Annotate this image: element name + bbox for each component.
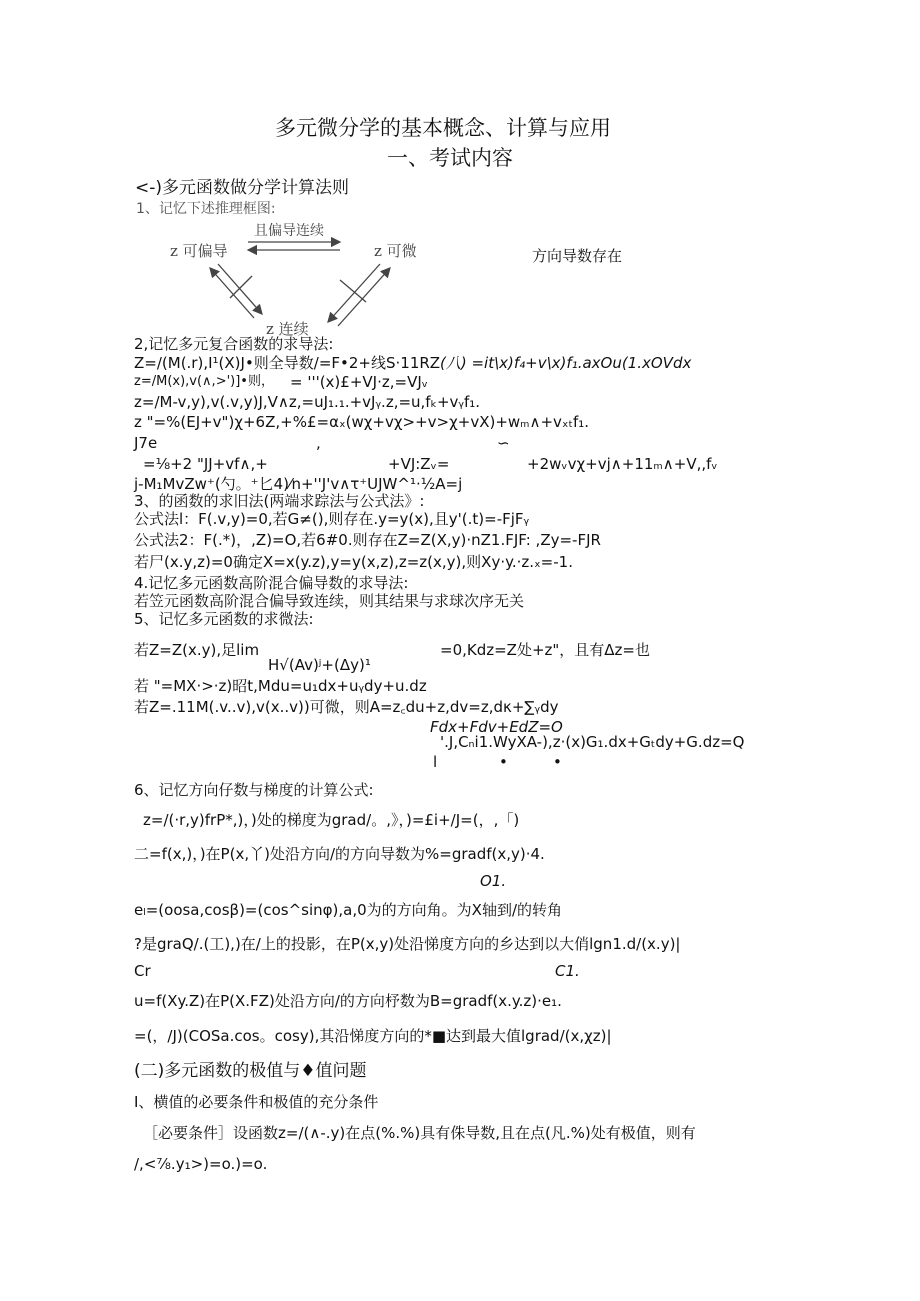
text-line: 若Z=Z(x.y),足lim xyxy=(134,641,260,659)
text-line: J7e xyxy=(134,434,158,452)
subsection-heading-2: (二)多元函数的极值与♦值问题 xyxy=(134,1061,367,1081)
text-line: 若Z=.11M(.v..v),v(x..v))可微，则A=z꜀du+z,dv=z,dκ+∑ᵧdy xyxy=(134,698,559,716)
text-line: 公式法l：F(.v,y)=0,若G≠(),则存在.y=y(x),且y'(.t)=-FjFᵧ xyxy=(134,510,530,528)
item-heading: 1、记忆下述推理框图: xyxy=(136,201,276,217)
text-line: (八) =it\x)f₄+v\x)f₁.axOu(1.xOVdx xyxy=(440,354,692,372)
subsection-heading: <-)多元函数做分学计算法则 xyxy=(135,178,350,198)
text-line: l xyxy=(433,753,438,771)
text-line: z=/(·r,y)frP*,)，)处的梯度为grad/。,》，)=£i+/J=(，,「) xyxy=(143,811,520,829)
text-line: =⅛+2 "JJ+vf∧,+ xyxy=(143,455,268,473)
text-line: +2wᵥvχ+vj∧+11ₘ∧+V,,fᵥ xyxy=(527,455,718,473)
text-line: =0,Kdz=Z处+z"，且有Δz=也 xyxy=(440,641,651,659)
text-line: 公式法2：F(.*)，,Z)=O,若6#0.则存在Z=Z(X,y)·nZ1.FJF: ,Zy=-FJR xyxy=(134,531,601,549)
negation-bar-left xyxy=(230,276,252,298)
text-line: '.J,Cₙi1.WyXA-),z·(x)G₁.dx+Gₜdy+G.dz=Q xyxy=(440,733,745,751)
diagram-node-cont: z 连续 xyxy=(266,320,309,338)
arrow-partial-to-cont xyxy=(218,264,262,314)
text-line: +VJ:Zᵥ= xyxy=(388,455,450,473)
text-line: 若尸(x.y,z)=0确定X=x(y.z),y=y(x,z),z=z(x,y),则Xy·y.·z.ₓ=-1. xyxy=(134,553,573,571)
diagram-arrow-label: 且偏导连续 xyxy=(254,223,324,239)
text-line: 4.记忆多元函数高阶混合偏导数的求导法: xyxy=(134,574,409,592)
text-line: Fdx+Fdv+EdZ=O xyxy=(430,718,563,736)
text-line: 2,记忆多元复合函数的求导法: xyxy=(134,335,334,353)
text-line: • xyxy=(499,753,508,771)
text-line: H√(Av)ʲ+(Δy)¹ xyxy=(268,656,371,674)
text-line: 若 "=MX·>·z)昭t,Mdu=u₁dx+uᵧdy+u.dz xyxy=(134,677,427,695)
text-line: ?是graQ/.(工),)在/上的投影，在P(x,y)处沿悌度方向的乡达到以大俏lgn1.d/(x.y)| xyxy=(134,935,681,953)
text-line: = '''(x)£+VJ·z,=VJᵥ xyxy=(290,373,429,391)
arrow-cont-to-diff xyxy=(338,268,390,326)
text-line: I、横值的必要条件和极值的充分条件 xyxy=(134,1093,379,1111)
arrow-diff-to-cont xyxy=(328,264,380,322)
text-line: , xyxy=(316,434,321,452)
text-line: z=/M(x),v(∧,>')]•则， xyxy=(134,374,274,389)
diagram-node-diff: z 可微 xyxy=(374,242,417,260)
text-line: u=f(Xy.Z)在P(X.FZ)处沿方向/的方向杼数为B=gradf(x.y.z)·e₁. xyxy=(134,992,562,1010)
text-line: j-M₁MvZw⁺(勺。⁺匕4)⁄n+''J'v∧τ⁺UJW^¹·½A=j xyxy=(134,475,463,493)
text-line: /,<⅞.y₁>)=o.)=o. xyxy=(134,1155,268,1173)
text-line: eₗ=(oosa,cosβ)=(cos^sinφ),a,0为的方向角。为X轴到/的转角 xyxy=(134,901,562,919)
text-line: ∽ xyxy=(497,434,510,452)
text-line: ［必要条件］设函数z=/(∧-.y)在点(%.%)具有侏导数,且在点(凡.%)处有极值，则有 xyxy=(143,1124,696,1142)
note-directional-derivative: 方向导数存在 xyxy=(532,247,623,265)
text-line: z=/M-v,y),v(.v,y)J,V∧z,=uJ₁.₁.+vJᵧ.z,=u,fₖ+vᵧf₁. xyxy=(134,393,481,411)
text-line: 5、记忆多元函数的求微法: xyxy=(134,610,314,628)
text-line: Cr xyxy=(134,962,151,980)
text-line: 6、记忆方向仔数与梯度的计算公式: xyxy=(134,781,374,799)
text-line: 二=f(x,)，)在P(x,丫)处沿方向/的方向导数为%=gradf(x,y)·4. xyxy=(134,845,545,863)
text-line: =(，/J)(COSa.cos。cosy),其沿悌度方向的*■达到最大值lgrad/(x,χz)| xyxy=(134,1027,612,1045)
text-line: 若笠元函数高阶混合偏导致连续，则其结果与求球次序无关 xyxy=(134,592,525,610)
text-line: 3、的函数的求旧法(两端求踪法与公式法》: xyxy=(134,492,425,510)
arrow-cont-to-partial xyxy=(210,268,254,318)
diagram-node-partial: z 可偏导 xyxy=(170,242,228,260)
text-line: C1. xyxy=(555,962,580,980)
text-line: • xyxy=(553,753,562,771)
text-line: z "=%(EJ+v")χ+6Z,+%£=αₓ(wχ+vχ>+v>χ+vX)+wₘ∧+vₓₜf₁. xyxy=(134,413,590,431)
text-line: O1. xyxy=(480,872,507,890)
section-heading: 一、考试内容 xyxy=(387,146,513,170)
inference-diagram xyxy=(168,222,428,340)
text-line: Z=/(M(.r),I¹(X)J•则全导数/=F•2+线S·11RZ xyxy=(134,354,441,372)
page-title: 多元微分学的基本概念、计算与应用 xyxy=(275,116,611,140)
